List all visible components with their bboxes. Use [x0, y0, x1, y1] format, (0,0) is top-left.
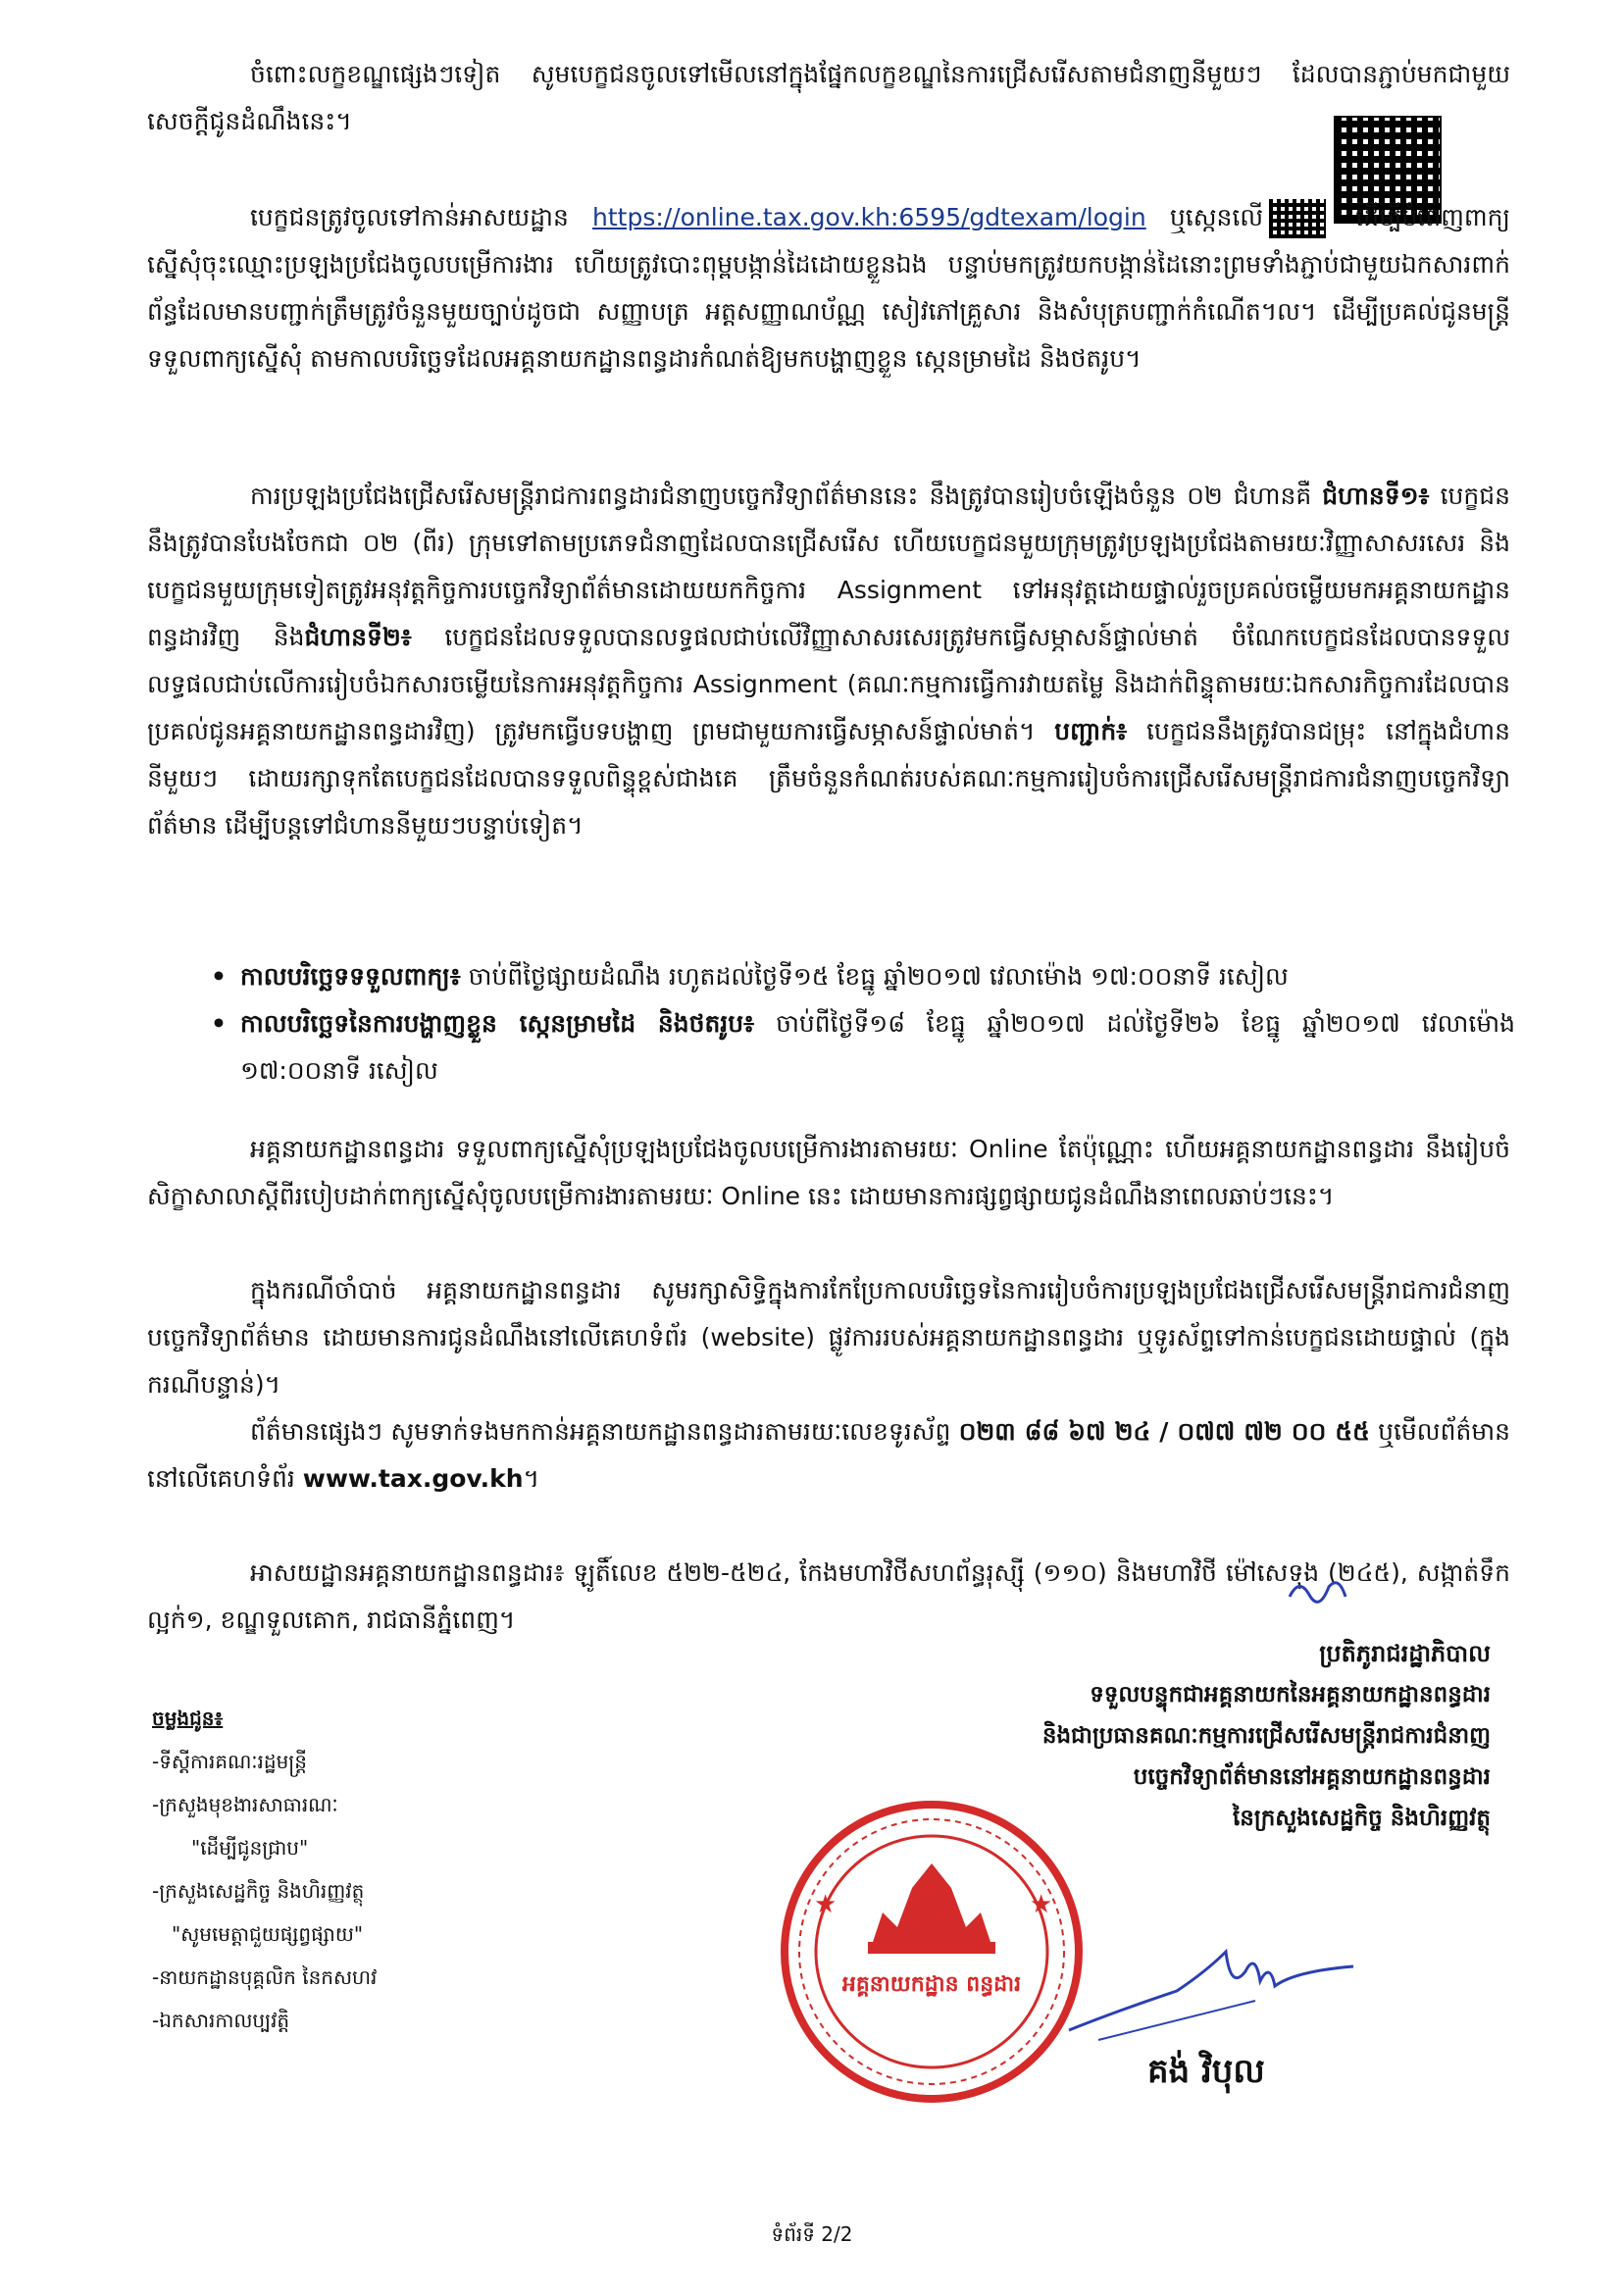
list-item-text: ចាប់ពីថ្ងៃផ្សាយដំណឹង រហូតដល់ថ្ងៃទី១៥ ខែធ្នូ ឆ្នាំ២០១៧ វេលាម៉ោង ១៧:០០នាទី រសៀល	[460, 962, 1289, 991]
paragraph-conditions	[147, 51, 1510, 145]
cc-item: -ក្រសួងមុខងារសាធារណៈ	[152, 1793, 338, 1816]
official-seal	[775, 1795, 1089, 2109]
svg-text:★: ★	[1030, 1890, 1053, 1919]
paragraph-text: បេក្ខជនដែលទទួលបានលទ្ធផលជាប់លើវិញ្ញាសាសរសេរត្រូវមកធ្វើសម្ភាសន៍ផ្ទាល់មាត់ ចំណែកបេក្ខជនដែលបានទទួលលទ្ធផលជាប់លើការរៀបចំឯកសារចម្លើយនៃការអនុវត្តកិច្ចការ Assignment (គណៈកម្មការធ្វើការវាយតម្លៃ និងដាក់ពិន្ទុតាមរយៈឯកសារកិច្ចការដែលបានប្រគល់ជូនអគ្គនាយកដ្ឋានពន្ធដារវិញ) ត្រូវមកធ្វើបទបង្ហាញ ព្រមជាមួយការធ្វើសម្ភាសន៍ផ្ទាល់មាត់។	[147, 623, 1510, 745]
paragraph-text: បេក្ខជនត្រូវចូលទៅកាន់អាសយដ្ឋាន	[250, 203, 592, 231]
phone-number: ០២៣ ៨៨ ៦៧ ២៤ / ០៧៧ ៧២ ០០ ៥៥	[958, 1417, 1370, 1446]
paragraph-registration	[147, 194, 1510, 382]
signature-line: ទទួលបន្ទុកជាអគ្គនាយកនៃអគ្គនាយកដ្ឋានពន្ធដារ	[1090, 1682, 1491, 1708]
paragraph-text: ។	[523, 1464, 540, 1493]
list-item	[211, 1000, 1515, 1095]
initials-mark	[1285, 1567, 1353, 1611]
page-number: ទំព័រទី 2/2	[771, 2222, 853, 2246]
seal-text: អគ្គនាយកដ្ឋាន ពន្ធដារ	[841, 1972, 1022, 1997]
qr-icon	[1269, 199, 1326, 238]
schedule-list	[211, 953, 1515, 1095]
step1-label: ជំហានទី១៖	[1322, 482, 1430, 510]
paragraph-text: ការប្រឡងប្រជែងជ្រើសរើសមន្ត្រីរាជការពន្ធដារជំនាញបច្ចេកវិទ្យាព័ត៌មាននេះ នឹងត្រូវបានរៀបចំឡើងចំនួន ០២ ជំហានគឺ	[250, 482, 1323, 510]
cc-item: -ឯកសារកាលប្បវត្តិ	[152, 2009, 290, 2032]
note-label: បញ្ជាក់៖	[1054, 717, 1128, 745]
paragraph-text: ដើម្បីបំពេញពាក្យស្នើសុំចុះឈ្មោះប្រឡងប្រជែងចូលបម្រើការងារ ហើយត្រូវបោះពុម្ពបង្កាន់ដៃដោយខ្លួនឯង បន្ទាប់មកត្រូវយកបង្កាន់ដៃនោះព្រមទាំងភ្ជាប់ជាមួយឯកសារពាក់ព័ន្ធដែលមានបញ្ជាក់ត្រឹមត្រូវចំនួនមួយច្បាប់ដូចជា សញ្ញាបត្រ អត្តសញ្ញាណប័ណ្ណ សៀវភៅគ្រួសារ និងសំបុត្របញ្ជាក់កំណើត។ល។ ដើម្បីប្រគល់ជូនមន្ត្រីទទួលពាក្យស្នើសុំ តាមកាលបរិច្ឆេទដែលអគ្គនាយកដ្ឋានពន្ធដារកំណត់ឱ្យមកបង្ហាញខ្លួន ស្កេនម្រាមដៃ និងថតរូប។	[147, 203, 1510, 373]
signature-line: បច្ចេកវិទ្យាព័ត៌មាននៅអគ្គនាយកដ្ឋានពន្ធដារ	[1133, 1764, 1491, 1790]
paragraph-online-only	[147, 1126, 1510, 1220]
svg-text:★: ★	[814, 1890, 837, 1919]
cc-item: -ទីស្តីការគណៈរដ្ឋមន្ត្រី	[152, 1750, 307, 1773]
signature-line: និងជាប្រធានគណៈកម្មការជ្រើសរើសមន្ត្រីរាជការជំនាញ	[1041, 1723, 1491, 1749]
paragraph-text: ឬស្កេនលើ	[1145, 203, 1264, 231]
paragraph-text: ព័ត៌មានផ្សេងៗ សូមទាក់ទងមកកាន់អគ្គនាយកដ្ឋានពន្ធដារតាមរយៈលេខទូរស័ព្ទ	[250, 1417, 959, 1446]
paragraph-text: ក្នុងករណីចាំបាច់ អគ្គនាយកដ្ឋានពន្ធដារ សូមរក្សាសិទ្ធិក្នុងការកែប្រែកាលបរិច្ឆេទនៃការរៀបចំការប្រឡងប្រជែងជ្រើសរើសមន្ត្រីរាជការជំនាញបច្ចេកវិទ្យាព័ត៌មាន ដោយមានការជូនដំណឹងនៅលើគេហទំព័រ (website) ផ្លូវការរបស់អគ្គនាយកដ្ឋានពន្ធដារ ឬទូរស័ព្ទទៅកាន់បេក្ខជនដោយផ្ទាល់ (ក្នុងករណីបន្ទាន់)។	[147, 1276, 1510, 1399]
signature-line: នៃក្រសួងសេដ្ឋកិច្ច និងហិរញ្ញវត្ថុ	[1232, 1806, 1491, 1831]
cc-list	[152, 1697, 505, 2042]
list-item	[211, 953, 1515, 1000]
paragraph-text: អាសយដ្ឋានអគ្គនាយកដ្ឋានពន្ធដារ៖ ឡូតិ៍លេខ ៥២២-៥២៤, កែងមហាវិថីសហព័ន្ធរុស្ស៊ី (១១០) និងមហាវិថី ម៉ៅសេទុង (២៤៥), សង្កាត់ទឹកល្អក់១, ខណ្ឌទួលគោក, រាជធានីភ្នំពេញ។	[147, 1558, 1510, 1634]
handwritten-signature	[1059, 1932, 1373, 2050]
cc-heading: ចម្លងជូន៖	[152, 1707, 224, 1730]
cc-item: "ដើម្បីជូនជ្រាប"	[191, 1836, 309, 1860]
paragraph-contact	[147, 1408, 1510, 1503]
list-item-label: កាលបរិច្ឆេទទទួលពាក្យ៖	[240, 962, 461, 991]
paragraph-text: បេក្ខជននឹងត្រូវបានបែងចែកជា ០២ (ពីរ) ក្រុមទៅតាមប្រភេទជំនាញដែលបានជ្រើសរើស ហើយបេក្ខជនមួយក្រុមត្រូវប្រឡងប្រជែងតាមរយៈវិញ្ញាសាសរសេរ និងបេក្ខជនមួយក្រុមទៀតត្រូវអនុវត្តកិច្ចការបច្ចេកវិទ្យាព័ត៌មានដោយយកកិច្ចការ Assignment ទៅអនុវត្តដោយផ្ទាល់រួចប្រគល់ចម្លើយមកអគ្គនាយកដ្ឋានពន្ធដារវិញ និង	[147, 482, 1511, 651]
paragraph-text: ចំពោះលក្ខខណ្ឌផ្សេងៗទៀត សូមបេក្ខជនចូលទៅមើលនៅក្នុងផ្នែកលក្ខខណ្ឌនៃការជ្រើសរើសតាមជំនាញនីមួយៗ ដែលបានភ្ជាប់មកជាមួយសេចក្តីជូនដំណឹងនេះ។	[147, 60, 1510, 135]
step2-label: ជំហានទី២៖	[304, 623, 412, 651]
website-link[interactable]: www.tax.gov.kh	[302, 1464, 524, 1493]
cc-item: "សូមមេត្តាជួយផ្សព្វផ្សាយ"	[172, 1922, 364, 1946]
cc-item: -នាយកដ្ឋានបុគ្គលិក នៃកសហវ	[152, 1965, 378, 1989]
list-item-text: ចាប់ពីថ្ងៃទី១៨ ខែធ្នូ ឆ្នាំ២០១៧ ដល់ថ្ងៃទី២៦ ខែធ្នូ ឆ្នាំ២០១៧ វេលាម៉ោង ១៧:០០នាទី រសៀល	[240, 1009, 1516, 1085]
cc-item: -ក្រសួងសេដ្ឋកិច្ច និងហិរញ្ញវត្ថុ	[152, 1879, 365, 1903]
list-item-label: កាលបរិច្ឆេទនៃការបង្ហាញខ្លួន ស្កេនម្រាមដៃ និងថតរូប៖	[240, 1009, 755, 1038]
paragraph-exam-steps	[147, 473, 1510, 849]
signer-name: គង់ វិបុល	[1147, 2052, 1265, 2091]
paragraph-text: អគ្គនាយកដ្ឋានពន្ធដារ ទទួលពាក្យស្នើសុំប្រឡងប្រជែងចូលបម្រើការងារតាមរយៈ Online តែប៉ុណ្ណោះ ហើយអគ្គនាយកដ្ឋានពន្ធដារ នឹងរៀបចំសិក្ខាសាលាស្តីពីរបៀបដាក់ពាក្យស្នើសុំចូលបម្រើការងារតាមរយៈ Online នេះ ដោយមានការផ្សព្វផ្សាយជូនដំណឹងនាពេលឆាប់ៗនេះ។	[147, 1135, 1510, 1210]
registration-link[interactable]: https://online.tax.gov.kh:6595/gdtexam/login	[592, 203, 1146, 231]
paragraph-rights	[147, 1267, 1510, 1408]
paragraph-text: បេក្ខជននឹងត្រូវបានជម្រុះ នៅក្នុងជំហាននីមួយៗ ដោយរក្សាទុកតែបេក្ខជនដែលបានទទួលពិន្ទុខ្ពស់ជាងគេ ត្រឹមចំនួនកំណត់របស់គណៈកម្មការរៀបចំការជ្រើសរើសមន្ត្រីរាជការជំនាញបច្ចេកវិទ្យាព័ត៌មាន ដើម្បីបន្តទៅជំហាននីមួយៗបន្ទាប់ទៀត។	[147, 717, 1510, 840]
signature-title: ប្រតិភូរាជរដ្ឋាភិបាល	[1319, 1640, 1491, 1667]
paragraph-text: ឬមើលព័ត៌មាននៅលើគេហទំព័រ	[147, 1417, 1510, 1493]
